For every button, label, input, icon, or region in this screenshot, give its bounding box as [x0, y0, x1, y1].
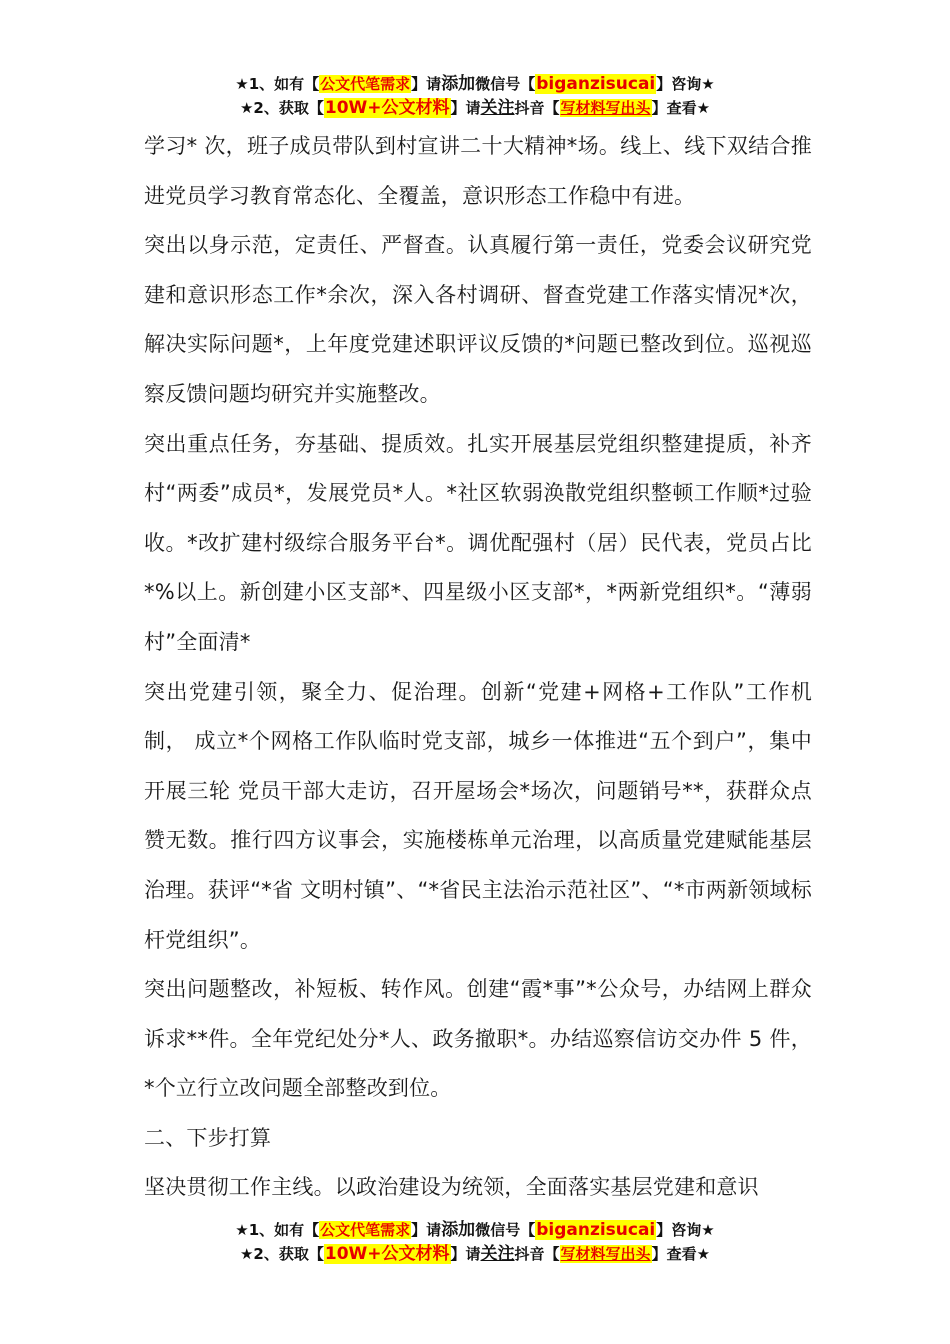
- banner-text: ★2、获取【: [239, 1245, 324, 1263]
- banner-text: ★1、如有【: [235, 1221, 320, 1239]
- banner-text: 】咨询★: [656, 1221, 715, 1239]
- banner-emphasis: 添加: [441, 1220, 476, 1240]
- banner-douyin-id: 写材料写出头: [560, 1245, 651, 1263]
- paragraph: 突出问题整改，补短板、转作风。创建“霞*事”*公众号，办结网上群众诉求**件。全年党纪处分*人、政务撤职*。办结巡察信访交办件 5 件，*个立行立改问题全部整改到位。: [144, 977, 812, 1101]
- banner-text: 微信号【: [475, 1221, 536, 1239]
- banner-douyin-id: 写材料写出头: [560, 99, 651, 117]
- banner-highlight: 10W+公文材料: [324, 98, 450, 118]
- banner-text: 】请: [450, 99, 481, 117]
- banner-line-2: [0, 1242, 950, 1266]
- banner-text: 抖音【: [514, 99, 560, 117]
- document-body: [144, 122, 812, 1213]
- banner-line-1: [0, 72, 950, 96]
- banner-text: ★1、如有【: [235, 75, 320, 93]
- paragraph: 突出党建引领，聚全力、促治理。创新“党建+网格+工作队”工作机制， 成立*个网格工作队临时党支部，城乡一体推进“五个到户”，集中开展三轮 党员干部大走访，召开屋场会*场次，问题销号**，获群众点赞无数。推行四方议事会，实施楼栋单元治理，以高质量党建赋能基层治理。获评“*省 文明村镇”、“*省民主法治示范社区”、“*市两新领域标杆党组织”。: [144, 679, 812, 952]
- banner-emphasis: 添加: [441, 74, 476, 94]
- banner-text: 微信号【: [475, 75, 536, 93]
- banner-text: 】请: [411, 75, 442, 93]
- paragraph: 突出重点任务，夯基础、提质效。扎实开展基层党组织整建提质，补齐村“两委”成员*，发展党员*人。*社区软弱涣散党组织整顿工作顺*过验收。*改扩建村级综合服务平台*。调优配强村（居）民代表，党员占比*%以上。新创建小区支部*、四星级小区支部*，*两新党组织*。“薄弱村”全面清*: [144, 431, 812, 654]
- banner-highlight: 公文代笔需求: [320, 1221, 411, 1239]
- banner-text: 】查看★: [651, 1245, 711, 1263]
- banner-emphasis: 关注: [480, 98, 515, 118]
- paragraph: 突出以身示范，定责任、严督查。认真履行第一责任，党委会议研究党建和意识形态工作*余次，深入各村调研、督查党建工作落实情况*次，解决实际问题*，上年度党建述职评议反馈的*问题已整改到位。巡视巡察反馈问题均研究并实施整改。: [144, 233, 812, 406]
- banner-text: 抖音【: [514, 1245, 560, 1263]
- banner-emphasis: 关注: [480, 1244, 515, 1264]
- paragraph: 坚决贯彻工作主线。以政治建设为统领，全面落实基层党建和意识: [144, 1175, 759, 1200]
- banner-highlight: 公文代笔需求: [320, 75, 411, 93]
- paragraph: 学习* 次，班子成员带队到村宣讲二十大精神*场。线上、线下双结合推进党员学习教育常态化、全覆盖，意识形态工作稳中有进。: [144, 134, 812, 208]
- bottom-banner: [0, 1218, 950, 1266]
- banner-text: 】请: [411, 1221, 442, 1239]
- banner-wechat-id: biganzisucai: [536, 74, 656, 94]
- banner-line-2: [0, 96, 950, 120]
- banner-wechat-id: biganzisucai: [536, 1220, 656, 1240]
- top-banner: [0, 72, 950, 120]
- banner-highlight: 10W+公文材料: [324, 1244, 450, 1264]
- banner-text: ★2、获取【: [239, 99, 324, 117]
- banner-text: 】咨询★: [656, 75, 715, 93]
- banner-text: 】查看★: [651, 99, 711, 117]
- banner-line-1: [0, 1218, 950, 1242]
- section-heading: 二、下步打算: [144, 1125, 272, 1150]
- banner-text: 】请: [450, 1245, 481, 1263]
